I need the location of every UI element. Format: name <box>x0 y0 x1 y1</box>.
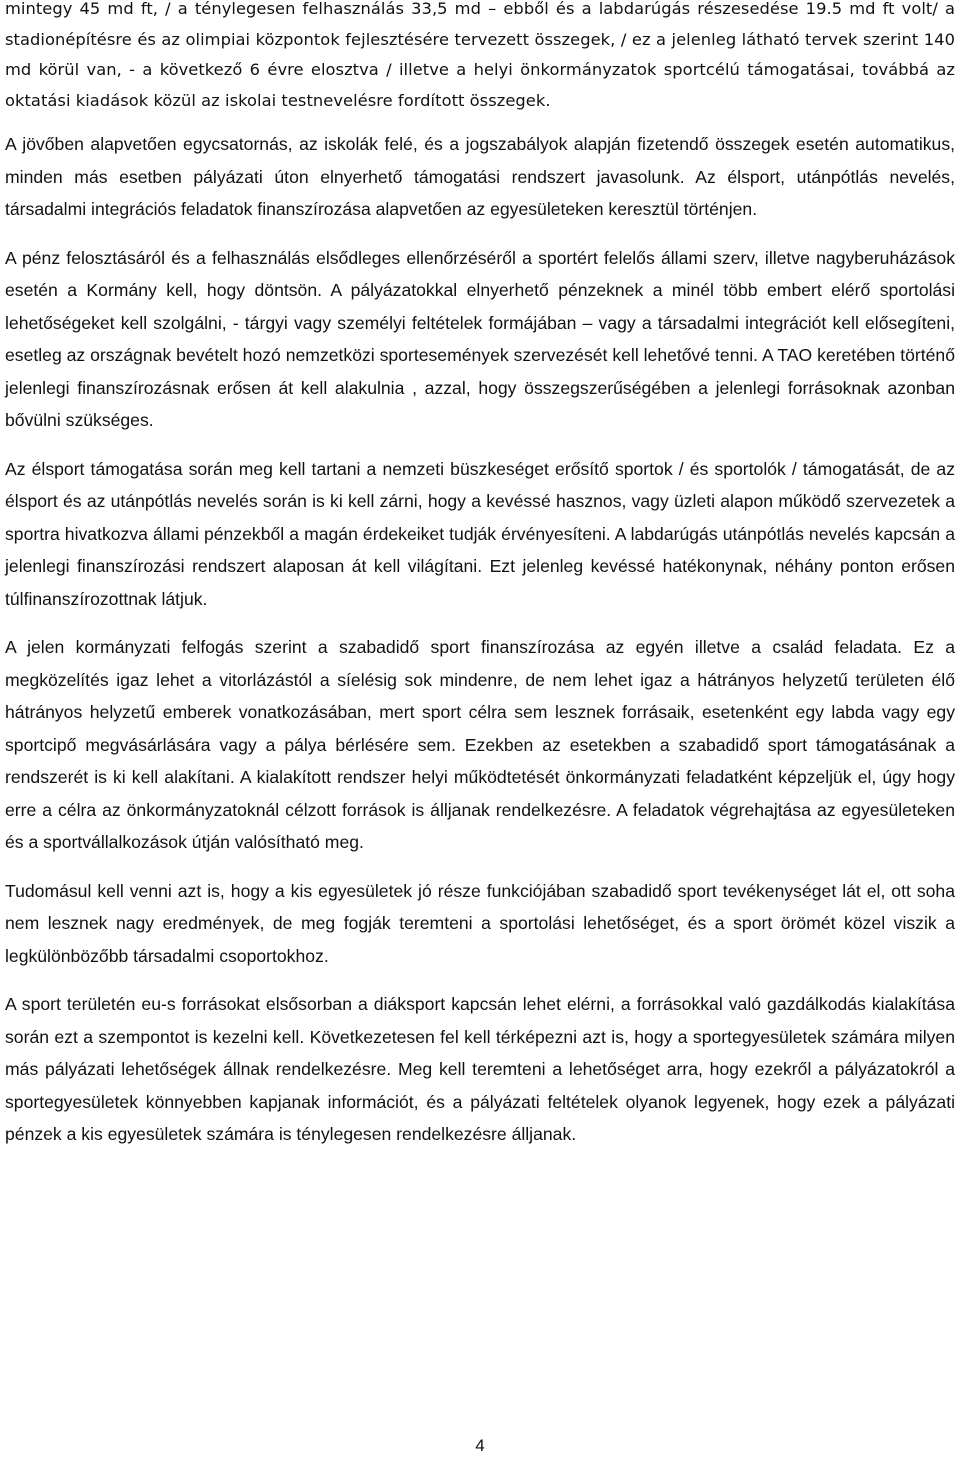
paragraph-spacer <box>5 437 955 453</box>
paragraph-leisure-sport-funding: A jelen kormányzati felfogás szerint a szabadidő sport finanszírozása az egyén illetve a család feladata. Ez a megközelítés igaz lehet a vitorlázástól a síelésig sok mindenre, de nem lehet igaz a hátrányos helyzetű területen élő hátrányos helyzetű emberek vonatkozásában, mert sport célra sem lesznek forrásaik, esetenként egy labda vagy egy sportcipő megvásárlására vagy a pálya bérlésére sem. Ezekben az esetekben a szabadidő sport támogatásának a rendszerét is ki kell alakítani. A kialakított rendszer helyi működtetését önkormányzati feladatként képzeljük el, úgy hogy erre a célra az önkormányzatoknál célzott források is álljanak rendelkezésre. A feladatok végrehajtása az egyesületeken és a sportvállalkozások útján valósítható meg. <box>5 637 955 852</box>
document-body <box>5 0 955 1151</box>
page-number: 4 <box>475 1436 485 1455</box>
paragraph-spacer <box>5 615 955 631</box>
paragraph-spacer <box>5 226 955 242</box>
paragraph-spacer <box>5 116 955 128</box>
paragraph-elite-sport-support: Az élsport támogatása során meg kell tartani a nemzeti büszkeséget erősítő sportok / és sportolók / támogatását, de az élsport és az utánpótlás nevelés során is ki kell zárni, hogy a kevéssé hasznos, vagy üzleti alapon működő szervezetek a sportra hivatkozva állami pénzekből a magán érdekeiket tudják érvényesíteni. A labdarúgás utánpótlás nevelés kapcsán a jelenlegi finanszírozási rendszert alaposan át kell világítani. Ezt jelenleg kevéssé hatékonynak, néhány ponton erősen túlfinanszírozottnak látjuk. <box>5 458 955 609</box>
paragraph-spacer <box>5 859 955 875</box>
paragraph-spacer <box>5 972 955 988</box>
paragraph-funding-amounts: mintegy 45 md ft, / a ténylegesen felhasználás 33,5 md – ebből és a labdarúgás részesedése 19.5 md ft volt/ a stadionépítésre és az olimpiai központok fejlesztésére tervezett összegek, / ez a jelenleg látható tervek szerint 140 md körül van, - a következő 6 évre elosztva / illetve a helyi önkormányzatok sportcélú támogatásai, továbbá az oktatási kiadások közül az iskolai testnevelésre fordított összegek. <box>5 0 955 110</box>
paragraph-fund-allocation: A pénz felosztásáról és a felhasználás elsődleges ellenőrzéséről a sportért felelős állami szerv, illetve nagyberuházások esetén a Kormány kell, hogy döntsön. A pályázatokkal elnyerhető pénzeknek a minél több embert elérő sportolási lehetőségeket kell szolgálni, - tárgyi vagy személyi feltételek formájában – vagy a társadalmi integrációt kell elősegíteni, esetleg az országnak bevételt hozó nemzetközi sportesemények szervezését kell lehetővé tenni. A TAO keretében történő jelenlegi finanszírozásnak erősen át kell alakulnia , azzal, hogy összegszerűségében a jelenlegi forrásoknak azonban bővülni szükséges. <box>5 247 955 430</box>
paragraph-eu-funds: A sport területén eu-s forrásokat elsősorban a diáksport kapcsán lehet elérni, a forrásokkal való gazdálkodás kialakítása során ezt a szempontot is kezelni kell. Következetesen fel kell térképezni azt is, hogy a sportegyesületek számára milyen más pályázati lehetőségek állnak rendelkezésre. Meg kell teremteni a lehetőséget arra, hogy ezekről a pályázatokról a sportegyesületek könnyebben kapjanak információt, és a pályázati feltételek olyanok legyenek, hogy ezek a pályázati pénzek a kis egyesületek számára is ténylegesen rendelkezésre álljanak. <box>5 994 955 1144</box>
paragraph-single-channel-support: A jövőben alapvetően egycsatornás, az iskolák felé, és a jogszabályok alapján fizetendő összegek esetén automatikus, minden más esetben pályázati úton elnyerhető támogatási rendszert javasolunk. Az élsport, utánpótlás nevelés, társadalmi integrációs feladatok finanszírozása alapvetően az egyesületeken keresztül történjen. <box>5 134 955 219</box>
paragraph-small-clubs: Tudomásul kell venni azt is, hogy a kis egyesületek jó része funkciójában szabadidő sport tevékenységet lát el, ott soha nem lesznek nagy eredmények, de meg fogják teremteni a sportolási lehetőséget, és a sport örömét közel viszik a legkülönbözőbb társadalmi csoportokhoz. <box>5 880 955 966</box>
